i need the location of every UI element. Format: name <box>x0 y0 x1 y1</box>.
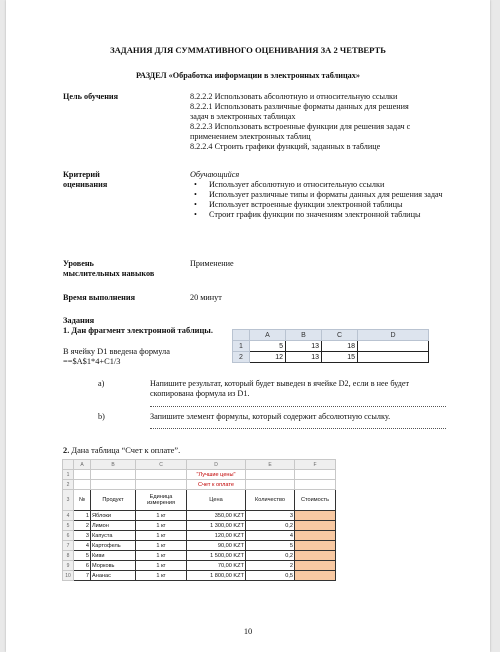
table-row <box>233 352 429 363</box>
task2-title-text: Дана таблица “Счет к оплате”. <box>69 446 181 455</box>
thinking-label <box>63 259 154 279</box>
objective-line: 8.2.2.1 Использовать различные форматы данных для решения <box>190 102 409 111</box>
table-row <box>63 571 336 581</box>
row-header: 2 <box>233 352 250 363</box>
column-header: D <box>358 330 429 341</box>
item-price: 70,00 KZT <box>187 561 246 571</box>
item-unit: 1 кг <box>136 571 187 581</box>
item-product: Картофель <box>91 541 136 551</box>
item-product: Ананас <box>91 571 136 581</box>
item-number: 4 <box>74 541 91 551</box>
column-header: C <box>136 460 187 470</box>
task2-title <box>63 446 180 456</box>
item-unit: 1 кг <box>136 511 187 521</box>
header-price: Цена <box>187 490 246 511</box>
criteria-block <box>190 170 449 220</box>
item-unit: 1 кг <box>136 561 187 571</box>
task1-formula-text: В ячейку D1 введена формула <box>63 347 170 356</box>
answer-line <box>150 428 446 429</box>
criteria-item: • Строит график функции по значениям электронной таблицы <box>190 210 449 220</box>
row-header: 8 <box>63 551 74 561</box>
item-number: 2 <box>74 521 91 531</box>
objective-line: задач в электронных таблицах <box>190 112 296 121</box>
item-product: Киви <box>91 551 136 561</box>
item-product: Морковь <box>91 561 136 571</box>
item-unit: 1 кг <box>136 531 187 541</box>
item-price: 90,00 KZT <box>187 541 246 551</box>
time-label: Время выполнения <box>63 293 136 302</box>
sheet-subtitle: Счет к оплате <box>187 480 246 490</box>
criteria-label-line: Критерий <box>63 170 100 179</box>
question-a-label: a) <box>98 379 105 388</box>
item-price: 350,00 KZT <box>187 511 246 521</box>
spreadsheet-fragment <box>232 329 429 363</box>
criteria-item: • Использует абсолютную и относительную ссылки <box>190 180 449 190</box>
invoice-rows <box>63 511 336 581</box>
item-qty: 0,5 <box>246 571 295 581</box>
corner-cell <box>63 460 74 470</box>
item-cost <box>295 561 336 571</box>
corner-cell <box>233 330 250 341</box>
item-qty: 0,2 <box>246 551 295 561</box>
table-row <box>63 551 336 561</box>
item-cost <box>295 571 336 581</box>
row-header: 7 <box>63 541 74 551</box>
objectives-label: Цель обучения <box>63 92 119 101</box>
task2-number: 2. <box>63 446 70 455</box>
table-row <box>63 531 336 541</box>
cell-a2: 12 <box>250 352 286 363</box>
item-number: 3 <box>74 531 91 541</box>
row-header: 1 <box>233 341 250 352</box>
row-header: 10 <box>63 571 74 581</box>
row-header: 3 <box>63 490 74 511</box>
page-number: 10 <box>243 627 253 636</box>
item-product: Капуста <box>91 531 136 541</box>
item-unit: 1 кг <box>136 521 187 531</box>
header-unit-line: измерения <box>146 500 176 506</box>
cell-d1 <box>358 341 429 352</box>
item-qty: 5 <box>246 541 295 551</box>
row-header: 2 <box>63 480 74 490</box>
answer-line <box>150 406 446 407</box>
item-price: 1 300,00 KZT <box>187 521 246 531</box>
item-product: Лимон <box>91 521 136 531</box>
item-qty: 4 <box>246 531 295 541</box>
tasks-heading: Задания <box>63 316 95 325</box>
item-unit: 1 кг <box>136 551 187 561</box>
item-number: 5 <box>74 551 91 561</box>
item-product: Яблоки <box>91 511 136 521</box>
table-row <box>63 541 336 551</box>
header-unit <box>136 490 187 511</box>
item-price: 1 800,00 KZT <box>187 571 246 581</box>
item-cost <box>295 541 336 551</box>
table-row <box>233 341 429 352</box>
task1-title: 1. Дан фрагмент электронной таблицы. <box>63 326 213 335</box>
time-value: 20 минут <box>190 293 222 302</box>
column-header: A <box>74 460 91 470</box>
table-row <box>63 521 336 531</box>
header-cost: Стоимость <box>295 490 336 511</box>
row-header: 5 <box>63 521 74 531</box>
item-cost <box>295 551 336 561</box>
column-header: C <box>322 330 358 341</box>
item-cost <box>295 531 336 541</box>
item-cost <box>295 521 336 531</box>
cell-b1: 13 <box>286 341 322 352</box>
item-price: 1 500,00 KZT <box>187 551 246 561</box>
objective-line: 8.2.2.3 Использовать встроенные функции для решения задач с <box>190 122 411 131</box>
cell-a1: 5 <box>250 341 286 352</box>
column-header: B <box>286 330 322 341</box>
header-unit-line: Единица <box>149 494 173 500</box>
objective-line: 8.2.2.2 Использовать абсолютную и относительную ссылки <box>190 92 398 101</box>
header-qty: Количество <box>246 490 295 511</box>
header-product: Продукт <box>91 490 136 511</box>
objectives-list <box>190 92 410 152</box>
objective-line: 8.2.2.4 Строить графики функций, заданных в таблице <box>190 142 381 151</box>
criteria-item: • Использует различные типы и форматы данных для решения задач <box>190 190 449 200</box>
sheet-title: "Лучшие цены" <box>187 470 246 480</box>
table-row <box>63 511 336 521</box>
cell-b2: 13 <box>286 352 322 363</box>
thinking-value: Применение <box>190 259 234 268</box>
item-number: 6 <box>74 561 91 571</box>
question-b-label: b) <box>98 412 105 421</box>
item-qty: 3 <box>246 511 295 521</box>
row-header: 4 <box>63 511 74 521</box>
invoice-spreadsheet <box>62 459 336 581</box>
column-header: B <box>91 460 136 470</box>
criteria-label <box>63 170 107 190</box>
document-page <box>6 0 490 652</box>
question-b: Запишите элемент формулы, который содержит абсолютную ссылку. <box>150 412 391 421</box>
criteria-label-line: оценивания <box>63 180 108 189</box>
item-qty: 2 <box>246 561 295 571</box>
task1-formula: ==$A$1*4+C1/3 <box>63 357 121 366</box>
question-a-line2: скопирована формула из D1. <box>150 389 250 398</box>
objective-line: применением электронных таблиц <box>190 132 311 141</box>
cell-c2: 15 <box>322 352 358 363</box>
column-header: A <box>250 330 286 341</box>
criteria-head: Обучающийся <box>190 170 240 179</box>
item-price: 120,00 KZT <box>187 531 246 541</box>
row-header: 9 <box>63 561 74 571</box>
item-number: 1 <box>74 511 91 521</box>
item-cost <box>295 511 336 521</box>
column-header: F <box>295 460 336 470</box>
item-qty: 0,2 <box>246 521 295 531</box>
item-unit: 1 кг <box>136 541 187 551</box>
page-title: ЗАДАНИЯ ДЛЯ СУММАТИВНОГО ОЦЕНИВАНИЯ ЗА 2 ЧЕТВЕРТЬ <box>110 45 386 55</box>
header-num: № <box>74 490 91 511</box>
criteria-item: • Использует встроенные функции электронной таблицы <box>190 200 449 210</box>
section-title: РАЗДЕЛ «Обработка информации в электронных таблицах» <box>136 71 360 80</box>
thinking-label-line: мыслительных навыков <box>63 269 155 278</box>
cell-c1: 18 <box>322 341 358 352</box>
question-a-line1: Напишите результат, который будет выведен в ячейке D2, если в нее будет <box>150 379 410 388</box>
column-header: E <box>246 460 295 470</box>
thinking-label-line: Уровень <box>63 259 94 268</box>
row-header: 1 <box>63 470 74 480</box>
cell-d2 <box>358 352 429 363</box>
item-number: 7 <box>74 571 91 581</box>
criteria-list <box>190 180 449 220</box>
table-row <box>63 561 336 571</box>
column-header: D <box>187 460 246 470</box>
row-header: 6 <box>63 531 74 541</box>
